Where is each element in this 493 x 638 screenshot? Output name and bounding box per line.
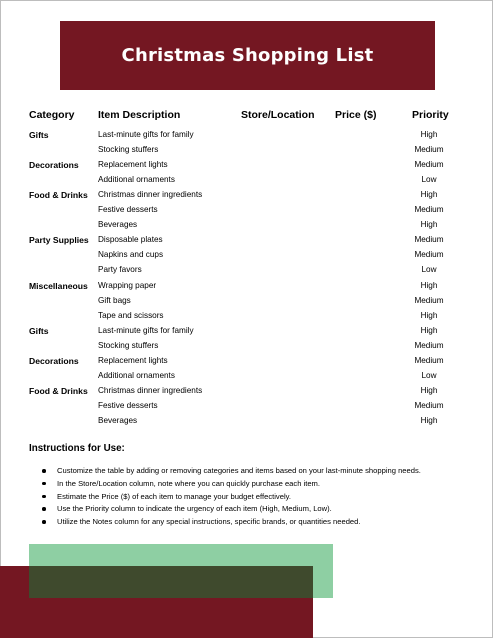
- table-row: [0, 399, 493, 414]
- table-row: [0, 309, 493, 324]
- table-row: [0, 414, 493, 429]
- row-priority: Medium: [414, 355, 444, 365]
- bullet-icon: [42, 495, 46, 499]
- table-row: [0, 173, 493, 188]
- row-item: Additional ornaments: [98, 175, 175, 185]
- row-priority: High: [420, 280, 438, 290]
- row-item: Tape and scissors: [98, 310, 164, 320]
- column-header-category: Category: [29, 109, 75, 121]
- table-row: [0, 143, 493, 158]
- row-category: Miscellaneous: [29, 280, 88, 291]
- row-category: Decorations: [29, 355, 79, 366]
- row-priority: Medium: [414, 160, 444, 170]
- table-row: [0, 279, 493, 294]
- row-item: Beverages: [98, 220, 138, 230]
- row-category: Gifts: [29, 325, 49, 336]
- row-priority: Medium: [414, 295, 444, 305]
- row-item: Festive desserts: [98, 205, 158, 215]
- bullet-icon: [42, 507, 46, 511]
- table-row: [0, 158, 493, 173]
- row-item: Replacement lights: [98, 355, 168, 365]
- row-priority: Low: [421, 265, 437, 275]
- row-item: Replacement lights: [98, 160, 168, 170]
- row-item: Napkins and cups: [98, 250, 164, 260]
- row-priority: High: [420, 220, 438, 230]
- row-category: Decorations: [29, 160, 79, 171]
- row-item: Stocking stuffers: [98, 145, 159, 155]
- table-row: [0, 354, 493, 369]
- instruction-text: Customize the table by adding or removing categories and items based on your last-minute shopping needs.: [57, 466, 421, 475]
- bullet-icon: [42, 520, 46, 524]
- row-item: Last-minute gifts for family: [98, 130, 194, 139]
- row-priority: High: [420, 190, 438, 200]
- instructions-list: [39, 466, 421, 530]
- instruction-item: [39, 504, 421, 517]
- title-banner: [60, 21, 435, 90]
- row-item: Party favors: [98, 265, 142, 275]
- instruction-text: Estimate the Price ($) of each item to manage your budget effectively.: [57, 491, 291, 501]
- table-row: [0, 324, 493, 339]
- page-title: Christmas Shopping List: [121, 45, 374, 66]
- instruction-text: In the Store/Location column, note where you can quickly purchase each item.: [57, 478, 320, 488]
- instruction-item: [39, 517, 421, 530]
- row-category: Gifts: [29, 130, 49, 140]
- row-priority: Low: [421, 175, 437, 185]
- table-row: [0, 263, 493, 278]
- row-category: Party Supplies: [29, 235, 89, 246]
- row-priority: Medium: [414, 205, 444, 215]
- row-priority: Medium: [414, 400, 444, 410]
- table-row: [0, 369, 493, 384]
- row-priority: High: [420, 385, 438, 395]
- decorative-overlap-block: [29, 566, 313, 598]
- row-item: Beverages: [98, 415, 138, 425]
- instruction-text: Use the Priority column to indicate the urgency of each item (High, Medium, Low).: [57, 504, 332, 514]
- table-row: [0, 218, 493, 233]
- instruction-item: [39, 479, 421, 492]
- table-row: [0, 294, 493, 309]
- table-row: [0, 384, 493, 399]
- row-priority: High: [420, 325, 438, 335]
- row-priority: Medium: [414, 340, 444, 350]
- table-row: [0, 233, 493, 248]
- row-item: Additional ornaments: [98, 370, 175, 380]
- row-priority: Medium: [414, 145, 444, 155]
- row-item: Stocking stuffers: [98, 340, 159, 350]
- row-priority: High: [420, 130, 438, 139]
- column-header-item: Item Description: [98, 109, 181, 121]
- row-priority: High: [420, 310, 438, 320]
- table-row: [0, 248, 493, 263]
- row-priority: Medium: [414, 250, 444, 260]
- bullet-icon: [42, 469, 46, 473]
- table-row: [0, 128, 493, 143]
- row-item: Last-minute gifts for family: [98, 325, 194, 335]
- instruction-item: [39, 492, 421, 505]
- table-row: [0, 188, 493, 203]
- column-header-store: Store/Location: [241, 109, 315, 121]
- table-row: [0, 339, 493, 354]
- row-item: Christmas dinner ingredients: [98, 190, 203, 200]
- instruction-text: Utilize the Notes column for any special instructions, specific brands, or quantities needed.: [57, 517, 361, 527]
- column-header-priority: Priority: [412, 109, 449, 121]
- table-row: [0, 203, 493, 218]
- instruction-item: [39, 466, 421, 479]
- row-category: Food & Drinks: [29, 190, 88, 201]
- column-header-price: Price ($): [335, 109, 377, 121]
- row-item: Wrapping paper: [98, 280, 157, 290]
- row-priority: High: [420, 415, 438, 425]
- row-item: Disposable plates: [98, 235, 163, 245]
- row-category: Food & Drinks: [29, 385, 88, 396]
- row-item: Christmas dinner ingredients: [98, 385, 203, 395]
- row-priority: Medium: [414, 235, 444, 245]
- instructions-heading: Instructions for Use:: [29, 443, 125, 454]
- bullet-icon: [42, 482, 46, 486]
- row-priority: Low: [421, 370, 437, 380]
- row-item: Festive desserts: [98, 400, 158, 410]
- row-item: Gift bags: [98, 295, 131, 305]
